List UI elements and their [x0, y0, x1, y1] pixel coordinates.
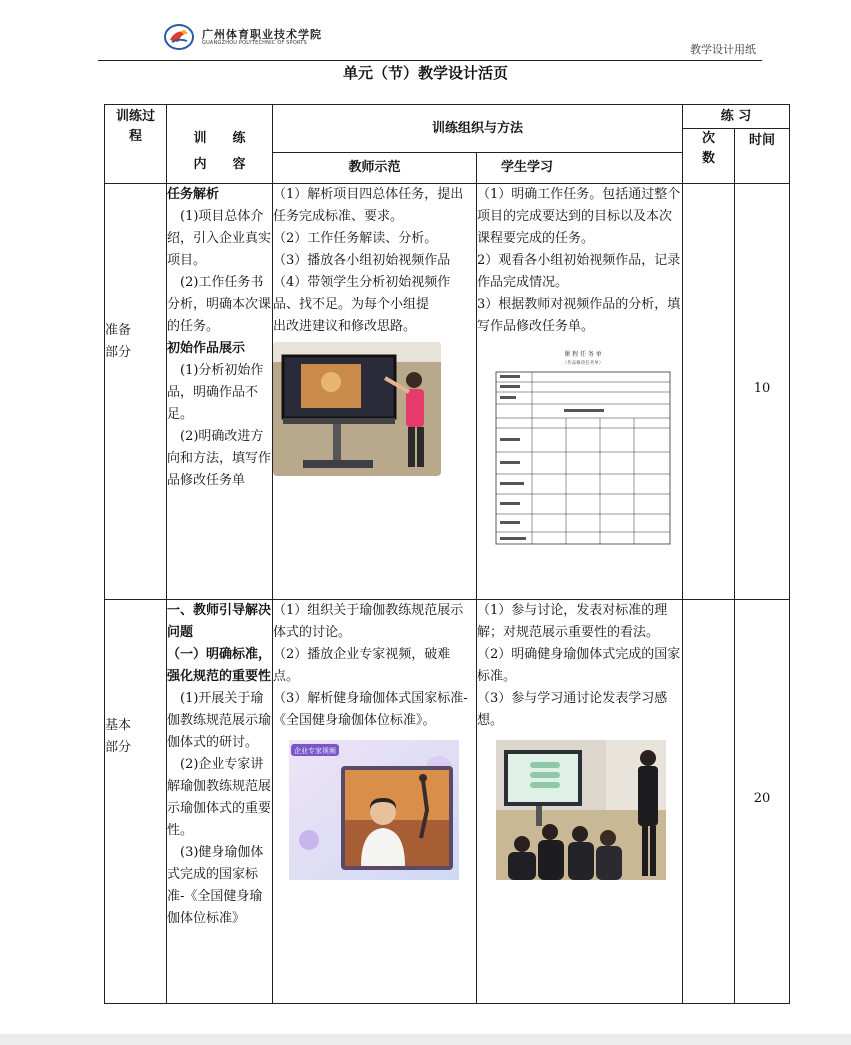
- header-method: 训练组织与方法: [273, 105, 683, 153]
- process-basic-text: 基本部分: [105, 717, 132, 755]
- content-line: (2)工作任务书分析，明确本次课的任务。: [167, 275, 272, 334]
- teacher-line: （1）解析项目四总体任务，提出任务完成标准、要求。: [273, 187, 464, 224]
- teacher-line: （2）工作任务解读、分析。: [273, 231, 438, 246]
- content-prep: [167, 184, 273, 600]
- header-teacher: 教师示范: [273, 153, 477, 184]
- content-line: 任务解析: [167, 187, 220, 202]
- teacher-line: （1）组织关于瑜伽教练规范展示体式的讨论。: [273, 603, 464, 640]
- header-practice: 练 习: [683, 105, 790, 129]
- header-right-label: 教学设计用纸: [690, 43, 756, 56]
- student-line: （2）明确健身瑜伽体式完成的国家标准。: [477, 647, 681, 684]
- teacher-line: 出改进建议和修改思路。: [273, 319, 417, 334]
- expert-video-photo: [289, 740, 459, 880]
- content-line: 一、教师引导解决问题: [167, 603, 272, 640]
- teacher-prep: [273, 184, 477, 600]
- header-times-text: 次数: [701, 131, 715, 166]
- teacher-line: （2）播放企业专家视频，破难点。: [273, 647, 451, 684]
- header-process-text: 训练过程: [115, 109, 155, 144]
- process-prep: [105, 184, 167, 600]
- student-line: （1）参与讨论，发表对标准的理解；对规范展示重要性的看法。: [477, 603, 668, 640]
- teacher-line: （3）播放各小组初始视频作品: [273, 253, 451, 268]
- time-prep: 10: [735, 184, 790, 600]
- times-basic: [683, 600, 735, 1004]
- school-name-en: GUANGZHOU POLYTECHNIC OF SPORTS: [202, 40, 307, 46]
- school-name-cn: 广州体育职业技术学院: [202, 28, 322, 41]
- content-line: (2)企业专家讲解瑜伽教练规范展示瑜伽体式的重要性。: [167, 757, 272, 838]
- school-logo-icon: [164, 24, 194, 50]
- header-content: [167, 105, 273, 184]
- header-content-line2: 内 容: [193, 157, 246, 172]
- classroom-demo-photo: [273, 342, 441, 476]
- student-line: （1）明确工作任务。包括通过整个项目的完成要达到的目标以及本次课程要完成的任务。: [477, 187, 681, 246]
- content-line: (1)项目总体介绍，引入企业真实项目。: [167, 209, 272, 268]
- header-times: [683, 129, 735, 184]
- student-line: 2）观看各小组初始视频作品，记录作品完成情况。: [477, 253, 681, 290]
- content-line: (1)分析初始作品，明确作品不足。: [167, 363, 264, 422]
- content-basic: [167, 600, 273, 1004]
- task-form-image: [494, 344, 672, 546]
- time-basic: 20: [735, 600, 790, 1004]
- process-basic: [105, 600, 167, 1004]
- student-line: （3）参与学习通讨论发表学习感想。: [477, 691, 668, 728]
- times-prep: [683, 184, 735, 600]
- task-form-title: 课 程 任 务 单: [564, 351, 602, 358]
- teacher-line: （4）带领学生分析初始视频作品、找不足。为每个小组提: [273, 275, 451, 312]
- page-header: [98, 14, 762, 61]
- teacher-line: （3）解析健身瑜伽体式国家标准-《全国健身瑜伽体位标准》。: [273, 691, 468, 728]
- document-title: 单元（节）教学设计活页: [342, 64, 508, 82]
- content-line: 初始作品展示: [167, 341, 246, 356]
- student-line: 3）根据教师对视频作品的分析，填写作品修改任务单。: [477, 297, 681, 334]
- header-student: 学生学习: [477, 153, 683, 184]
- student-discussion-photo: [496, 740, 666, 880]
- content-line: (3)健身瑜伽体式完成的国家标准-《全国健身瑜伽体位标准》: [167, 845, 264, 926]
- student-basic: [477, 600, 683, 1004]
- content-line: (2)明确改进方向和方法，填写作品修改任务单: [167, 429, 272, 488]
- lesson-plan-table: [104, 104, 790, 1004]
- task-form-subtitle: （作品修改任务单）: [562, 361, 604, 366]
- content-line: （一）明确标准，强化规范的重要性: [167, 647, 272, 684]
- header-process: [105, 105, 167, 184]
- header-content-line1: 训 练: [193, 131, 246, 146]
- process-prep-text: 准备部分: [105, 322, 132, 360]
- teacher-basic: [273, 600, 477, 1004]
- student-prep: [477, 184, 683, 600]
- header-time: 时间: [735, 129, 790, 184]
- video-banner-text: 企业专家视频: [294, 747, 336, 755]
- content-line: (1)开展关于瑜伽教练规范展示瑜伽体式的研讨。: [167, 691, 272, 750]
